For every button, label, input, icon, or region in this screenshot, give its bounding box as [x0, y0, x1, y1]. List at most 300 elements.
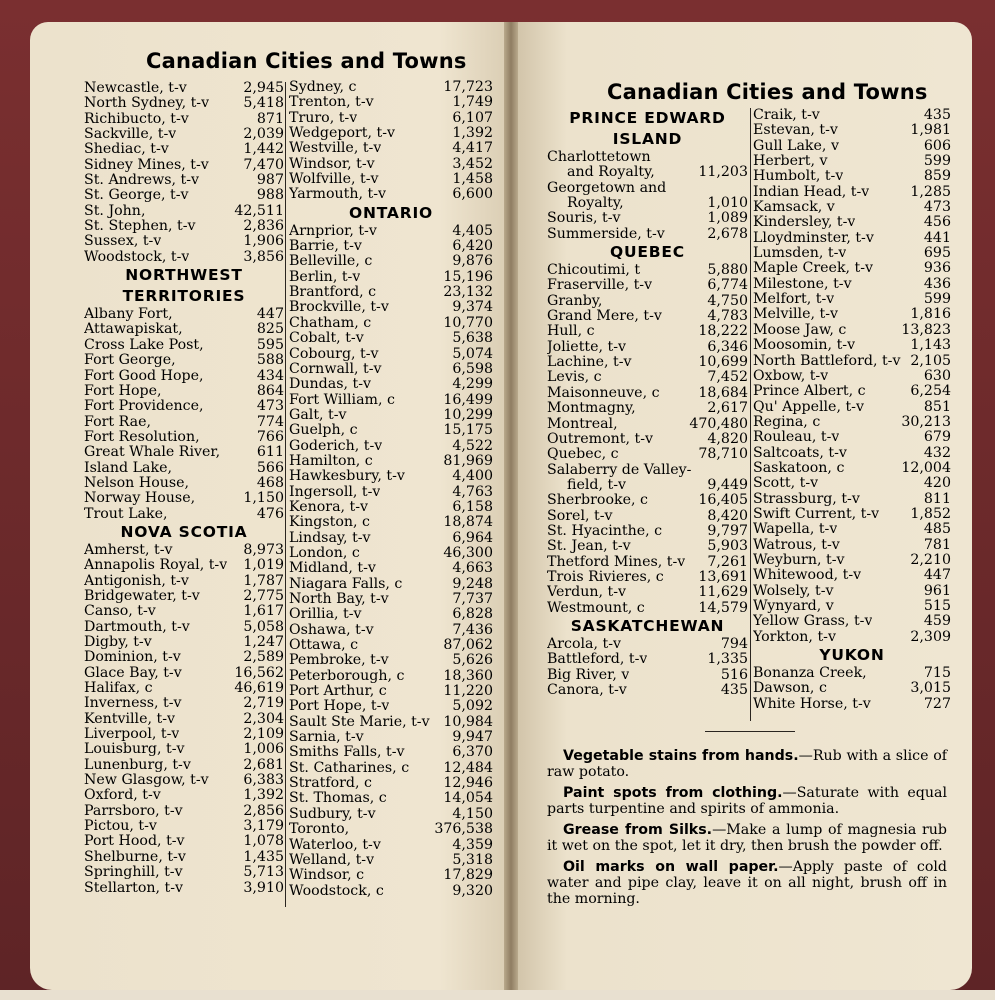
- city-name: Wolfville, t-v: [289, 172, 379, 188]
- city-population: 3,179: [243, 818, 284, 835]
- city-entry: [753, 666, 951, 681]
- city-entry: [84, 574, 284, 589]
- city-population: 11,629: [698, 584, 748, 601]
- region-heading: ONTARIO: [349, 203, 433, 222]
- city-population: 9,876: [452, 253, 493, 270]
- city-population: 46,619: [234, 680, 284, 697]
- city-population: 42,511: [234, 202, 284, 219]
- city-population: 599: [923, 153, 951, 170]
- city-name: Indian Head, t-v: [753, 184, 870, 200]
- city-name: Parrsboro, t-v: [84, 803, 183, 819]
- city-name: Montmagny,: [547, 401, 636, 417]
- city-name: Waterloo, t-v: [289, 837, 381, 853]
- city-name: Verdun, t-v: [547, 585, 627, 601]
- city-name: Hull, c: [547, 324, 595, 340]
- city-entry: [289, 684, 493, 699]
- city-entry: [84, 415, 284, 430]
- city-entry: [84, 338, 284, 353]
- city-name: Quebec, c: [547, 447, 619, 463]
- city-name: Hawkesbury, t-v: [289, 469, 405, 485]
- city-name: Strassburg, t-v: [753, 491, 860, 507]
- city-population: 2,304: [243, 710, 284, 727]
- city-name: Windsor, t-v: [289, 156, 375, 172]
- city-entry: [84, 881, 284, 896]
- city-entry: [547, 417, 748, 432]
- city-population: 16,405: [698, 492, 748, 509]
- city-name: Trois Rivieres, c: [547, 569, 664, 585]
- city-population: 4,405: [452, 222, 493, 239]
- city-entry: [289, 745, 493, 760]
- city-name: Royalty,: [567, 196, 624, 212]
- city-entry: [84, 307, 284, 322]
- tip-text: —Saturate with equal parts turpentine and spirits of ammonia.: [547, 785, 947, 817]
- city-entry: [84, 322, 284, 337]
- city-entry: [84, 81, 284, 96]
- city-name: Island Lake,: [84, 460, 172, 476]
- city-entry: [84, 112, 284, 127]
- city-entry: [753, 697, 951, 712]
- city-population: 9,797: [707, 522, 748, 539]
- tip-title: Grease from Silks.: [563, 822, 713, 838]
- city-population: 961: [923, 582, 951, 599]
- city-entry: [547, 263, 748, 278]
- city-name: Oxford, t-v: [84, 788, 161, 804]
- city-population: 781: [923, 536, 951, 553]
- city-population: 3,452: [452, 155, 493, 172]
- city-entry: [84, 96, 284, 111]
- city-name: Pembroke, t-v: [289, 653, 389, 669]
- city-entry: [84, 773, 284, 788]
- city-entry: [753, 446, 951, 461]
- city-entry: [753, 139, 951, 154]
- city-name: Antigonish, t-v: [84, 573, 189, 589]
- city-population: 1,006: [243, 741, 284, 758]
- city-name: Lunenburg, t-v: [84, 757, 191, 773]
- city-name: Oshawa, t-v: [289, 622, 374, 638]
- city-population: 715: [923, 665, 951, 682]
- city-name: St. Stephen, t-v: [84, 219, 196, 235]
- city-entry: [547, 196, 748, 211]
- city-name: Albany Fort,: [84, 307, 173, 323]
- city-name: Louisburg, t-v: [84, 742, 185, 758]
- city-entry: [753, 215, 951, 230]
- city-name: Maisonneuve, c: [547, 385, 660, 401]
- city-name: Granby,: [547, 293, 603, 309]
- city-entry: [289, 623, 493, 638]
- city-entry: [84, 204, 284, 219]
- city-population: 2,719: [243, 695, 284, 712]
- city-population: 1,150: [243, 490, 284, 507]
- city-entry: [84, 850, 284, 865]
- city-population: 3,856: [243, 248, 284, 265]
- city-entry: [289, 485, 493, 500]
- city-population: 766: [256, 428, 284, 445]
- city-entry: [289, 408, 493, 423]
- city-name: Peterborough, c: [289, 668, 405, 684]
- city-population: 5,880: [707, 262, 748, 279]
- region-heading: QUEBEC: [610, 243, 685, 262]
- city-name: Digby, t-v: [84, 635, 152, 650]
- city-name: Dawson, c: [753, 681, 827, 697]
- city-population: 17,829: [443, 867, 493, 884]
- city-entry: [289, 331, 493, 346]
- city-population: 825: [256, 321, 284, 338]
- city-name: Milestone, t-v: [753, 276, 852, 292]
- tip-text: —Make a lump of magnesia rub it wet on the spot, let it dry, then brush the powder off.: [547, 822, 947, 854]
- city-name: Brantford, c: [289, 285, 377, 301]
- city-name: Charlottetown: [547, 150, 651, 165]
- city-population: 4,359: [452, 836, 493, 853]
- city-population: 9,449: [707, 476, 748, 493]
- city-population: 470,480: [689, 415, 748, 432]
- city-entry: [753, 476, 951, 491]
- city-entry: [289, 316, 493, 331]
- city-population: 5,058: [243, 618, 284, 635]
- city-population: 441: [923, 229, 951, 246]
- city-entry: [289, 561, 493, 576]
- city-population: 1,392: [243, 787, 284, 804]
- region-heading: YUKON: [819, 646, 885, 665]
- city-population: 1,906: [243, 233, 284, 250]
- household-tips: [547, 748, 947, 912]
- city-entry: [84, 369, 284, 384]
- city-name: Arnprior, t-v: [289, 223, 377, 239]
- city-entry: [547, 652, 748, 667]
- city-name: Great Whale River,: [84, 445, 221, 461]
- city-entry: [753, 568, 951, 583]
- city-entry: [289, 699, 493, 714]
- city-population: 9,947: [452, 729, 493, 746]
- city-entry: [84, 650, 284, 665]
- city-entry: [289, 157, 493, 172]
- city-name: Orillia, t-v: [289, 607, 362, 623]
- city-name: Smiths Falls, t-v: [289, 745, 405, 761]
- city-population: 2,589: [243, 649, 284, 666]
- city-population: 2,309: [910, 628, 951, 645]
- city-entry: [84, 507, 284, 522]
- city-name: Cobalt, t-v: [289, 331, 364, 347]
- city-name: Watrous, t-v: [753, 537, 840, 553]
- city-name: Newcastle, t-v: [84, 81, 187, 96]
- city-entry: [84, 712, 284, 727]
- city-name: Norway House,: [84, 491, 196, 507]
- city-name: St. Thomas, c: [289, 791, 387, 807]
- city-entry: [547, 585, 748, 600]
- city-name: Moose Jaw, c: [753, 322, 847, 338]
- city-population: 2,109: [243, 726, 284, 743]
- city-name: Sherbrooke, c: [547, 493, 648, 509]
- city-population: 7,470: [243, 156, 284, 173]
- city-name: Dundas, t-v: [289, 377, 372, 393]
- city-population: 4,522: [452, 437, 493, 454]
- city-entry: [84, 461, 284, 476]
- tip-title: Vegetable stains from hands.: [563, 748, 799, 764]
- city-name: Nelson House,: [84, 475, 190, 491]
- city-entry: [84, 788, 284, 803]
- city-population: 5,092: [452, 698, 493, 715]
- city-population: 81,969: [443, 452, 493, 469]
- city-entry: [753, 461, 951, 476]
- city-name: Outremont, t-v: [547, 431, 654, 447]
- household-tip: [547, 785, 947, 817]
- city-population: 10,770: [443, 314, 493, 331]
- city-population: 473: [256, 398, 284, 415]
- city-population: 5,074: [452, 345, 493, 362]
- city-population: 987: [256, 172, 284, 189]
- city-entry: [289, 141, 493, 156]
- city-population: 30,213: [901, 413, 951, 430]
- city-name: Brockville, t-v: [289, 300, 389, 316]
- city-population: 7,452: [707, 369, 748, 386]
- city-name: Kentville, t-v: [84, 711, 176, 727]
- city-entry: [289, 853, 493, 868]
- region-heading: PRINCE EDWARD: [569, 109, 726, 127]
- city-name: Dominion, t-v: [84, 650, 181, 666]
- city-name: Georgetown and: [547, 180, 667, 196]
- city-population: 18,222: [698, 323, 748, 340]
- city-entry: [547, 570, 748, 585]
- city-entry: [289, 254, 493, 269]
- city-entry: [753, 108, 951, 123]
- city-entry: [547, 386, 748, 401]
- right-page-title: Canadian Cities and Towns: [607, 80, 928, 104]
- city-entry: [84, 666, 284, 681]
- city-population: 515: [923, 598, 951, 614]
- city-entry: [753, 307, 951, 322]
- city-name: North Sydney, t-v: [84, 96, 210, 112]
- city-population: 432: [923, 444, 951, 461]
- city-population: [744, 181, 748, 196]
- city-entry: [84, 543, 284, 558]
- city-entry: [84, 758, 284, 773]
- city-name: Port Hope, t-v: [289, 699, 390, 715]
- city-name: Toronto,: [289, 822, 350, 838]
- city-entry: [753, 553, 951, 568]
- household-tip: [547, 859, 947, 907]
- city-name: Lloydminster, t-v: [753, 230, 874, 246]
- city-population: 7,737: [452, 591, 493, 607]
- city-population: [744, 150, 748, 165]
- city-entry: [289, 126, 493, 141]
- city-entry: [289, 807, 493, 822]
- city-name: Lumsden, t-v: [753, 246, 847, 262]
- city-entry: [289, 653, 493, 668]
- city-population: 6,828: [452, 606, 493, 623]
- city-population: 87,062: [443, 637, 493, 654]
- city-population: 1,392: [452, 125, 493, 142]
- city-entry: [84, 219, 284, 234]
- city-name: Maple Creek, t-v: [753, 261, 874, 277]
- city-population: 2,105: [910, 352, 951, 369]
- city-name: Fort William, c: [289, 392, 395, 408]
- city-entry: [547, 555, 748, 570]
- city-name: White Horse, t-v: [753, 696, 871, 712]
- city-population: 1,458: [452, 171, 493, 188]
- city-population: 3,015: [910, 680, 951, 697]
- city-population: 2,039: [243, 126, 284, 143]
- city-entry: [84, 399, 284, 414]
- city-population: 6,774: [707, 277, 748, 294]
- city-entry: [84, 234, 284, 249]
- city-entry: [289, 761, 493, 776]
- city-name: Galt, t-v: [289, 407, 347, 423]
- city-population: 516: [720, 666, 748, 683]
- city-name: Pictou, t-v: [84, 819, 157, 835]
- city-population: 13,691: [698, 568, 748, 585]
- city-entry: [753, 246, 951, 261]
- scan-edge: [0, 990, 995, 1000]
- city-name: Sorel, t-v: [547, 508, 613, 524]
- region-heading: NOVA SCOTIA: [120, 522, 248, 541]
- city-population: 15,175: [443, 422, 493, 439]
- city-name: Chatham, c: [289, 315, 372, 331]
- city-population: 1,285: [910, 183, 951, 200]
- city-population: 6,254: [910, 383, 951, 400]
- city-population: 10,299: [443, 406, 493, 423]
- city-name: Guelph, c: [289, 423, 358, 439]
- city-entry: [289, 791, 493, 806]
- city-entry: [289, 592, 493, 607]
- city-name: Trenton, t-v: [289, 95, 374, 111]
- city-name: Fraserville, t-v: [547, 278, 653, 294]
- city-name: North Bay, t-v: [289, 592, 389, 607]
- city-name: Sudbury, t-v: [289, 806, 376, 822]
- city-entry: [547, 478, 748, 493]
- city-population: 3,910: [243, 879, 284, 896]
- region-heading: ISLAND: [612, 130, 683, 148]
- city-entry: [547, 165, 748, 180]
- city-entry: [84, 491, 284, 506]
- city-population: 1,981: [910, 122, 951, 139]
- left-page-title: Canadian Cities and Towns: [146, 49, 467, 73]
- city-entry: [289, 224, 493, 239]
- city-entry: [84, 589, 284, 604]
- city-entry: [289, 347, 493, 362]
- tip-text: —Apply paste of cold water and pipe clay, leave it on all night, brush off in the morning.: [547, 859, 947, 907]
- city-name: Yarmouth, t-v: [289, 187, 387, 203]
- city-population: 864: [256, 382, 284, 399]
- city-name: Liverpool, t-v: [84, 727, 180, 743]
- city-entry: [84, 604, 284, 619]
- region-heading: TERRITORIES: [122, 287, 246, 306]
- city-entry: [753, 185, 951, 200]
- city-population: 4,400: [452, 468, 493, 485]
- city-entry: [753, 614, 951, 629]
- city-entry: [84, 681, 284, 696]
- city-population: 5,318: [452, 851, 493, 868]
- city-name: Scott, t-v: [753, 476, 819, 492]
- city-entry: [547, 278, 748, 293]
- city-entry: [547, 524, 748, 539]
- city-name: Yellow Grass, t-v: [753, 614, 873, 630]
- right-column-2: [753, 108, 951, 712]
- city-population: 794: [720, 635, 748, 652]
- book-gutter: [504, 22, 518, 990]
- city-name: St. Hyacinthe, c: [547, 523, 663, 539]
- city-name: Regina, c: [753, 414, 821, 430]
- city-name: Trout Lake,: [84, 506, 168, 522]
- city-population: 6,598: [452, 360, 493, 377]
- city-name: Cornwall, t-v: [289, 361, 382, 377]
- city-entry: [753, 123, 951, 138]
- city-entry: [289, 270, 493, 285]
- city-population: 988: [256, 187, 284, 204]
- city-name: Fort Providence,: [84, 399, 204, 415]
- city-entry: [289, 515, 493, 530]
- city-population: 447: [256, 306, 284, 323]
- city-name: Joliette, t-v: [547, 339, 627, 355]
- city-entry: [84, 476, 284, 491]
- city-population: 2,856: [243, 802, 284, 819]
- city-population: 588: [256, 352, 284, 369]
- city-name: Wolsely, t-v: [753, 583, 834, 599]
- city-name: Belleville, c: [289, 254, 373, 270]
- city-entry: [289, 80, 493, 95]
- city-entry: [84, 430, 284, 445]
- city-name: Port Hood, t-v: [84, 834, 185, 850]
- city-entry: [289, 730, 493, 745]
- city-population: 447: [923, 567, 951, 584]
- city-entry: [84, 250, 284, 265]
- city-population: 4,417: [452, 140, 493, 157]
- city-name: Welland, t-v: [289, 852, 375, 868]
- city-population: 4,299: [452, 376, 493, 393]
- city-entry: [289, 884, 493, 899]
- city-entry: [753, 369, 951, 384]
- city-population: 1,335: [707, 651, 748, 668]
- city-population: 727: [923, 695, 951, 712]
- city-population: 8,973: [243, 541, 284, 558]
- city-population: 436: [923, 275, 951, 292]
- city-population: 2,678: [707, 225, 748, 242]
- region-heading: SASKATCHEWAN: [570, 616, 725, 635]
- city-name: Chicoutimi, t: [547, 263, 641, 279]
- city-population: 6,383: [243, 772, 284, 789]
- city-entry: [289, 868, 493, 883]
- city-population: 4,663: [452, 560, 493, 577]
- city-entry: [547, 463, 748, 478]
- left-column-1: [84, 81, 284, 896]
- city-name: Stratford, c: [289, 776, 372, 792]
- city-population: 5,626: [452, 652, 493, 669]
- city-name: Kenora, t-v: [289, 499, 369, 515]
- city-population: 859: [923, 168, 951, 185]
- city-population: 5,713: [243, 864, 284, 881]
- city-entry: [84, 127, 284, 142]
- city-name: Levis, c: [547, 370, 602, 386]
- city-name: Souris, t-v: [547, 211, 621, 227]
- city-entry: [84, 696, 284, 711]
- city-name: Ingersoll, t-v: [289, 484, 381, 500]
- city-name: Salaberry de Valley-: [547, 462, 692, 478]
- city-entry: [547, 432, 748, 447]
- city-entry: [753, 507, 951, 522]
- city-name: Kindersley, t-v: [753, 215, 856, 231]
- city-population: 376,538: [434, 821, 493, 838]
- city-entry: [289, 669, 493, 684]
- city-name: Truro, t-v: [289, 110, 358, 126]
- city-name: Lachine, t-v: [547, 355, 632, 371]
- city-name: Weyburn, t-v: [753, 552, 845, 568]
- right-column-divider: [750, 108, 751, 721]
- city-population: 13,823: [901, 321, 951, 338]
- tip-text: —Rub with a slice of raw potato.: [547, 748, 947, 780]
- city-entry: [547, 211, 748, 226]
- city-population: 9,248: [452, 575, 493, 592]
- city-name: Sydney, c: [289, 80, 357, 95]
- city-name: Whitewood, t-v: [753, 568, 862, 584]
- city-name: Springhill, t-v: [84, 865, 183, 881]
